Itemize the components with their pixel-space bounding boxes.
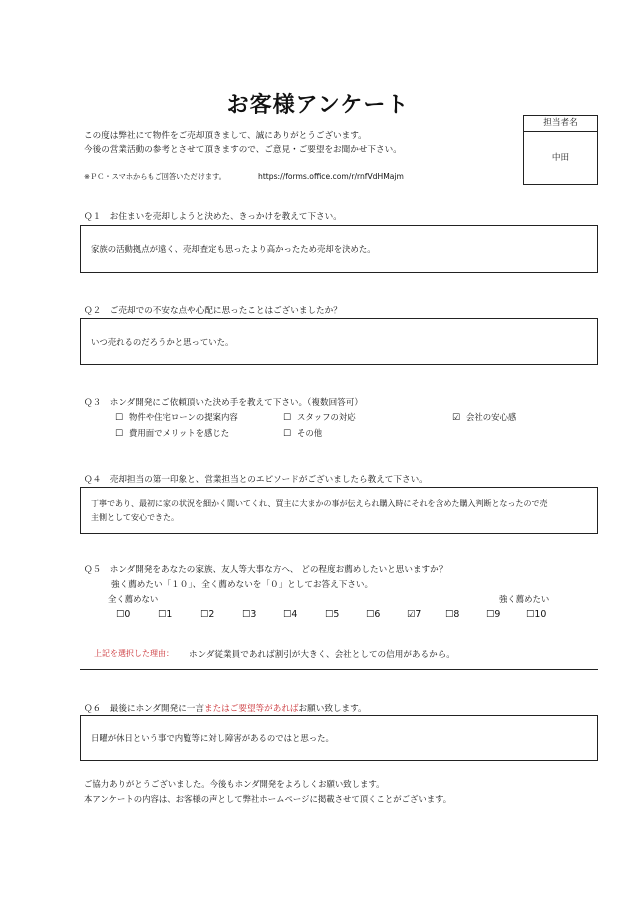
survey-url[interactable]: https://forms.office.com/r/rnfVdHMajm	[258, 172, 404, 181]
checkbox-icon: ☐	[158, 609, 167, 620]
q3-option-cost[interactable]: ☐ 費用面でメリットを感じた	[115, 428, 230, 439]
checkbox-icon: ☐	[116, 609, 125, 620]
q3-label: Ｑ３ ホンダ開発にご依頼頂いた決め手を教えて下さい。（複数回答可）	[84, 398, 363, 408]
q3-option-other[interactable]: ☐ その他	[283, 428, 323, 439]
q4-answer-box[interactable]	[80, 487, 598, 534]
q2-label: Ｑ２ ご売却での不安な点や心配に思ったことはございましたか？	[84, 306, 342, 316]
q6-label: Ｑ６ 最後にホンダ開発に一言またはご要望等があればお願い致します。	[84, 704, 367, 714]
q4-answer-line-2: 主側として安心できた。	[91, 512, 179, 522]
checkbox-icon: ☐	[445, 609, 454, 620]
q1-answer-box[interactable]	[80, 225, 598, 273]
checked-checkbox-icon: ☑	[407, 609, 416, 620]
q2-answer-box[interactable]	[80, 318, 598, 365]
scale-right-label: 強く薦めたい	[499, 594, 550, 604]
reason-label: 上記を選択した理由：	[94, 649, 174, 658]
checkbox-icon: ☐	[115, 413, 124, 423]
checkbox-icon: ☐	[526, 609, 535, 620]
q1-label: Ｑ１ お住まいを売却しようと決めた、きっかけを教えて下さい。	[84, 212, 342, 222]
score-option-10[interactable]: ☐10	[526, 609, 547, 620]
q5-instruction: 強く薦めたい「１０」、全く薦めないを「０」としてお答え下さい。	[111, 580, 374, 590]
score-option-2[interactable]: ☐2	[200, 609, 215, 620]
score-option-5[interactable]: ☐5	[325, 609, 340, 620]
q4-answer-line-1: 丁寧であり、最初に家の状況を細かく聞いてくれ、買主に大まかの事が伝えられ購入時にそれを含めた購入判断となったので売	[91, 498, 548, 508]
scale-left-label: 全く薦めない	[108, 594, 159, 604]
checkbox-icon: ☐	[115, 429, 124, 439]
intro-line-1: この度は弊社にて物件をご売却頂きまして、誠にありがとうございます。	[84, 131, 367, 141]
checkbox-icon: ☐	[200, 609, 209, 620]
q1-answer: 家族の活動拠点が遠く、売却査定も思ったより高かったため売却を決めた。	[91, 244, 376, 254]
checkbox-icon: ☐	[325, 609, 334, 620]
q3-option-staff[interactable]: ☐ スタッフの対応	[283, 412, 356, 423]
checkbox-icon: ☐	[242, 609, 251, 620]
checkbox-icon: ☐	[366, 609, 375, 620]
staff-name[interactable]: 中田	[551, 153, 570, 163]
checkbox-icon: ☐	[283, 413, 292, 423]
score-option-6[interactable]: ☐6	[366, 609, 381, 620]
intro-line-2: 今後の営業活動の参考とさせて頂きますので、ご意見・ご要望をお聞かせ下さい。	[84, 145, 402, 155]
closing-line-2: 本アンケートの内容は、お客様の声として弊社ホームページに掲載させて頂くことがございます。	[84, 794, 452, 804]
checked-checkbox-icon: ☑	[452, 413, 461, 423]
score-option-4[interactable]: ☐4	[283, 609, 298, 620]
checkbox-icon: ☐	[486, 609, 495, 620]
reason-underline	[80, 669, 598, 670]
staff-label: 担当者名	[524, 116, 597, 132]
q5-label: Ｑ５ ホンダ開発をあなたの家族、友人等大事な方へ、 どの程度お薦めしたいと思いますか？	[84, 565, 448, 575]
q4-label: Ｑ４ 売却担当の第一印象と、営業担当とのエピソードがございましたら教えて下さい。	[84, 475, 428, 485]
q6-label-highlight: またはご要望等があれば	[203, 704, 299, 714]
score-option-3[interactable]: ☐3	[242, 609, 257, 620]
page-title: お客様アンケート	[226, 93, 410, 118]
score-option-7[interactable]: ☑7	[407, 609, 422, 620]
reason-text[interactable]: ホンダ従業員であれば割引が大きく、会社としての信用があるから。	[189, 650, 455, 660]
q6-answer: 日曜が休日という事で内覧等に対し障害があるのではと思った。	[91, 733, 334, 743]
closing-line-1: ご協力ありがとうございました。今後もホンダ開発をよろしくお願い致します。	[84, 779, 385, 789]
score-option-0[interactable]: ☐0	[116, 609, 131, 620]
staff-box	[523, 115, 598, 185]
score-option-1[interactable]: ☐1	[158, 609, 173, 620]
q3-option-company[interactable]: ☑ 会社の安心感	[452, 412, 517, 423]
score-option-9[interactable]: ☐9	[486, 609, 501, 620]
q2-answer: いつ売れるのだろうかと思っていた。	[91, 336, 234, 347]
checkbox-icon: ☐	[283, 429, 292, 439]
q6-answer-box[interactable]	[80, 715, 598, 761]
score-option-8[interactable]: ☐8	[445, 609, 460, 620]
q3-option-proposal[interactable]: ☐ 物件や住宅ローンの提案内容	[115, 412, 238, 423]
online-note: ※ＰＣ・スマホからもご回答いただけます。	[84, 172, 226, 181]
checkbox-icon: ☐	[283, 609, 292, 620]
